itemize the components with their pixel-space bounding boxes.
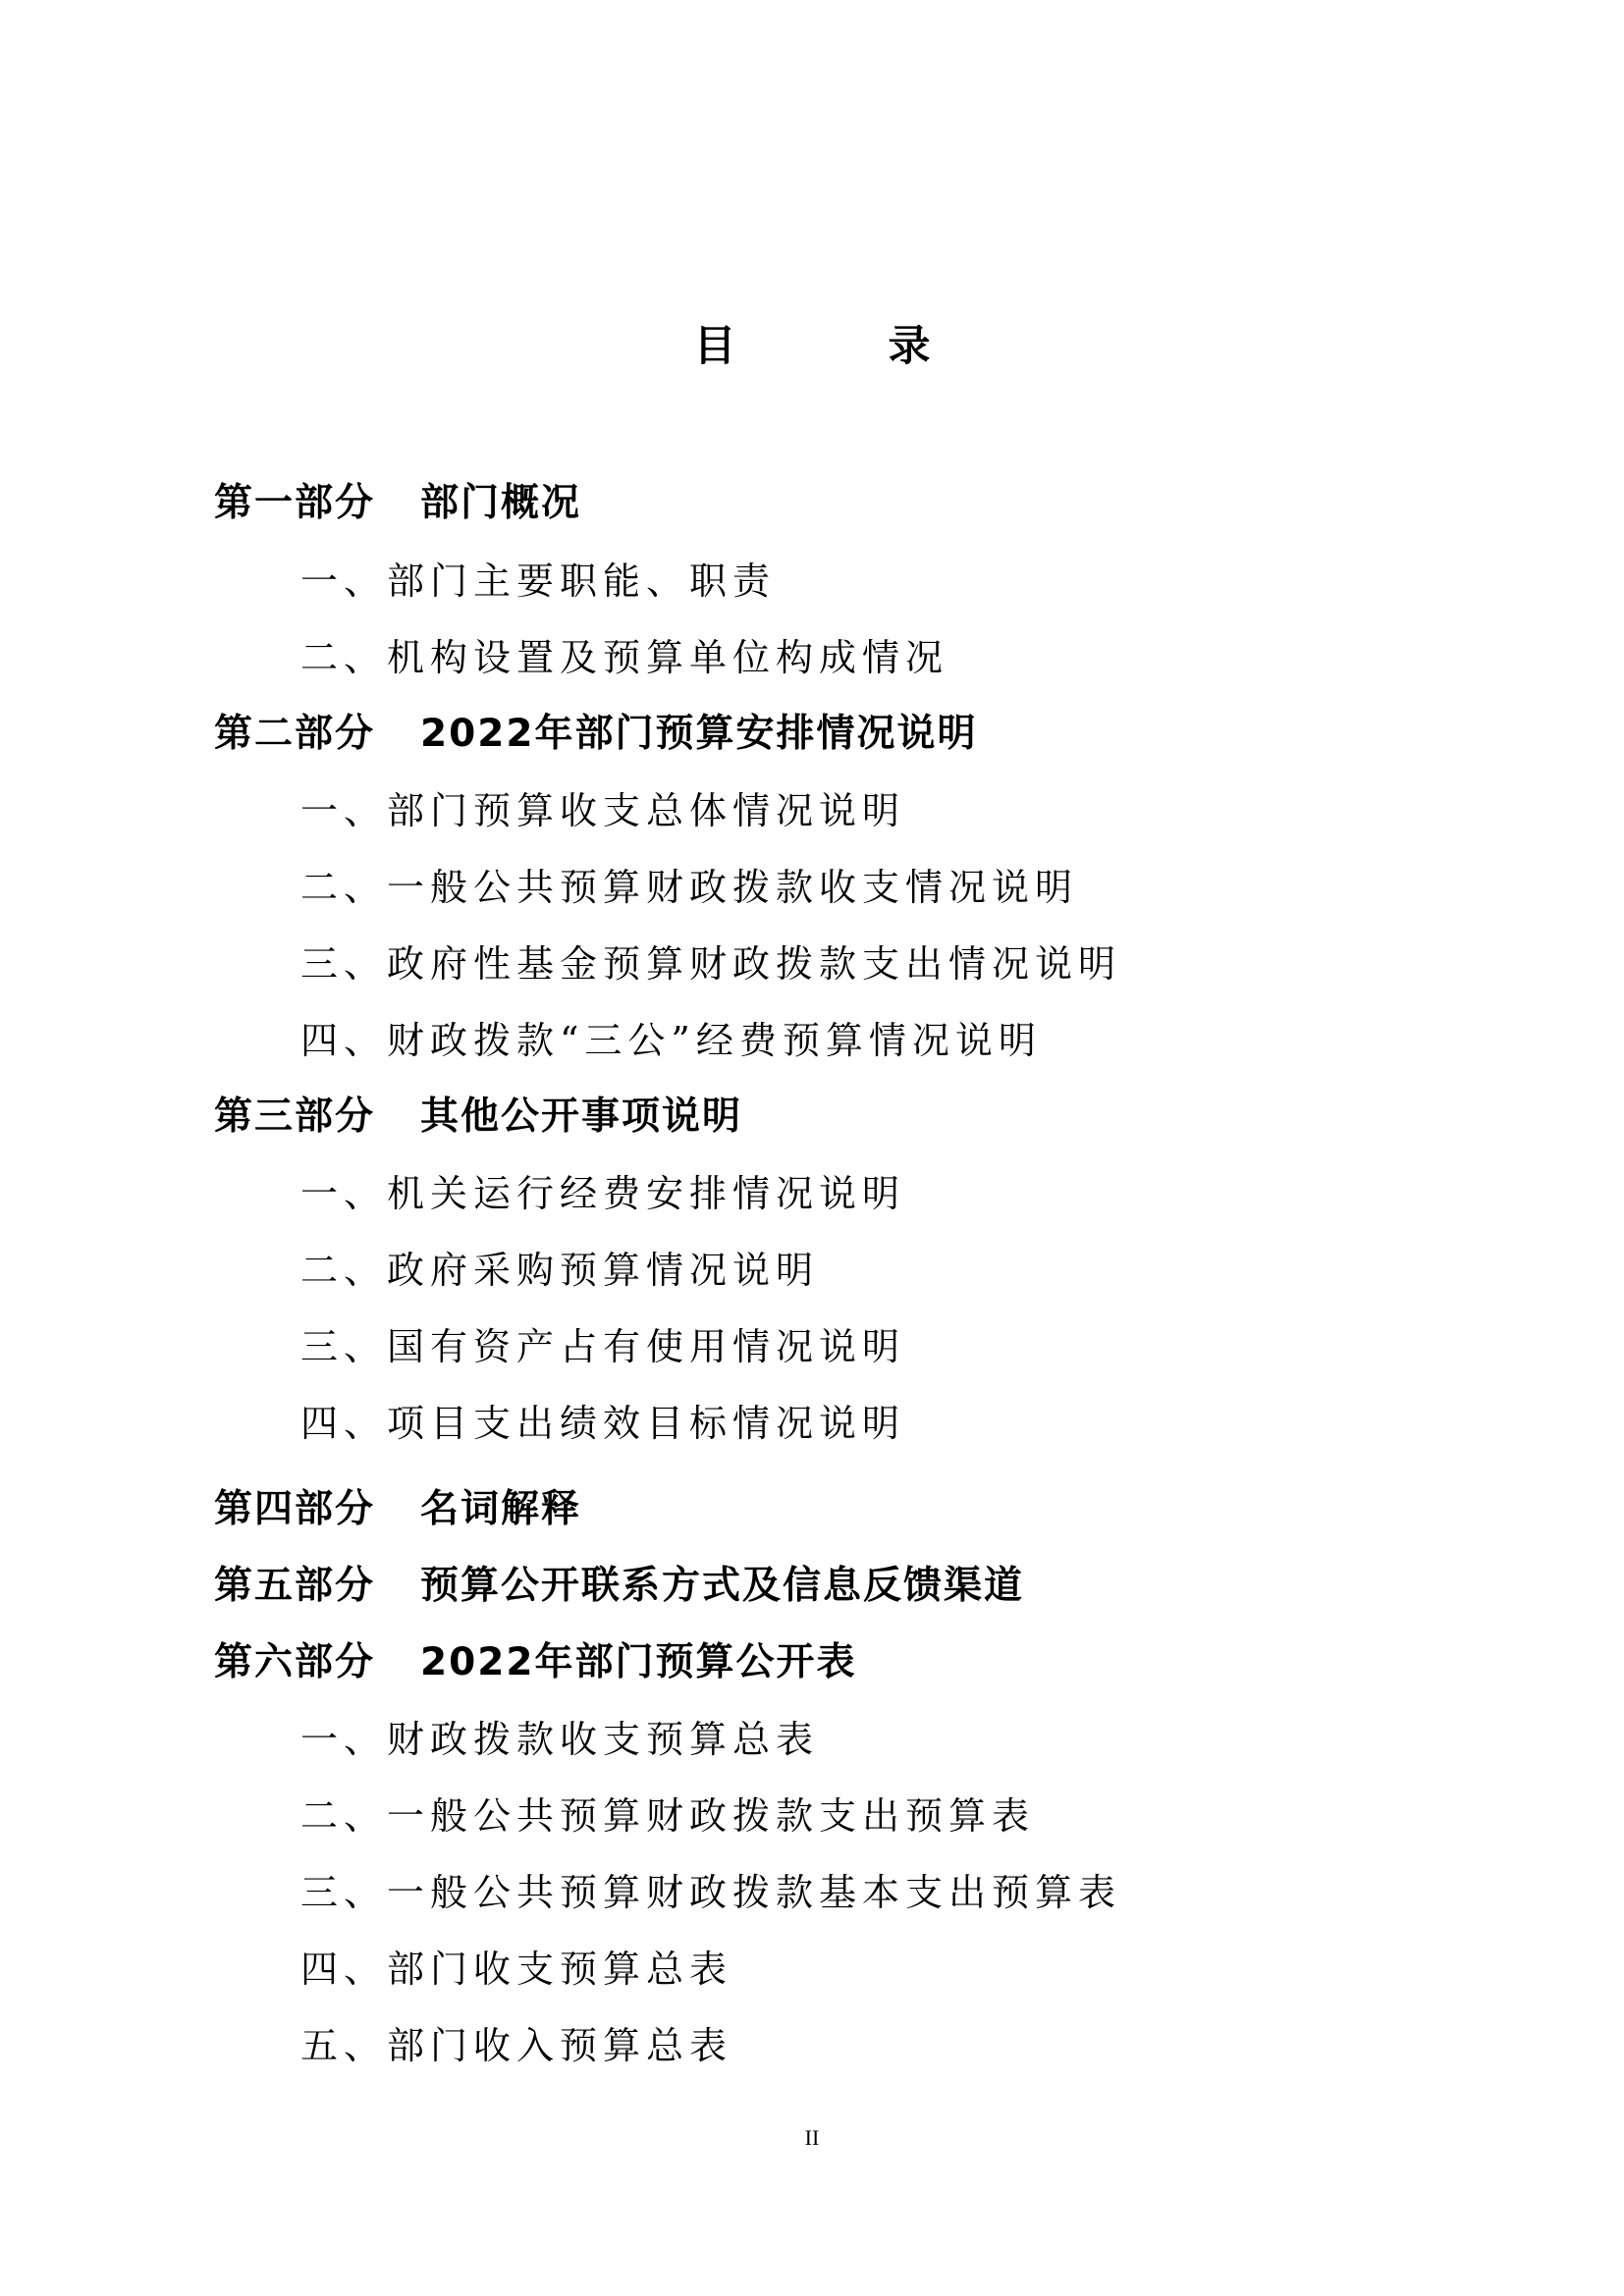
page-number: II <box>804 2125 820 2150</box>
toc-part-title: 其他公开事项说明 <box>420 1095 743 1139</box>
toc-part-number: 第四部分 <box>214 1487 376 1531</box>
toc-item[interactable]: 二、一般公共预算财政拨款收支情况说明 <box>300 866 1079 909</box>
toc-item[interactable]: 三、一般公共预算财政拨款基本支出预算表 <box>300 1871 1122 1914</box>
toc-item[interactable]: 二、政府采购预算情况说明 <box>300 1249 820 1292</box>
toc-part-3[interactable] <box>214 1083 742 1151</box>
toc-part-title: 2022年部门预算公开表 <box>420 1640 857 1684</box>
page-title: 目 录 <box>693 322 986 371</box>
toc-part-2[interactable] <box>214 700 978 769</box>
toc-item[interactable]: 三、国有资产占有使用情况说明 <box>300 1325 906 1368</box>
toc-part-number: 第五部分 <box>214 1564 376 1608</box>
toc-part-title: 预算公开联系方式及信息反馈渠道 <box>420 1564 1025 1608</box>
toc-part-1[interactable] <box>214 469 581 538</box>
toc-item[interactable]: 四、部门收支预算总表 <box>300 1948 733 1991</box>
toc-item[interactable]: 一、财政拨款收支预算总表 <box>300 1718 820 1761</box>
toc-item[interactable]: 三、政府性基金预算财政拨款支出情况说明 <box>300 942 1122 986</box>
toc-part-number: 第六部分 <box>214 1640 376 1684</box>
toc-part-title: 2022年部门预算安排情况说明 <box>420 712 978 756</box>
toc-item[interactable]: 四、项目支出绩效目标情况说明 <box>300 1402 906 1445</box>
toc-item[interactable]: 一、部门预算收支总体情况说明 <box>300 789 906 832</box>
toc-item[interactable]: 四、财政拨款“三公”经费预算情况说明 <box>300 1019 1042 1062</box>
toc-part-number: 第一部分 <box>214 481 376 525</box>
toc-part-title: 名词解释 <box>420 1487 582 1531</box>
toc-part-5[interactable] <box>214 1552 1024 1621</box>
toc-part-6[interactable] <box>214 1629 857 1697</box>
toc-part-number: 第二部分 <box>214 712 376 756</box>
toc-item[interactable]: 五、部门收入预算总表 <box>300 2024 733 2067</box>
toc-item[interactable]: 一、部门主要职能、职责 <box>300 560 777 603</box>
toc-part-number: 第三部分 <box>214 1095 376 1139</box>
toc-part-4[interactable] <box>214 1475 581 1544</box>
toc-item[interactable]: 二、一般公共预算财政拨款支出预算表 <box>300 1794 1036 1838</box>
toc-part-title: 部门概况 <box>420 481 582 525</box>
toc-item[interactable]: 一、机关运行经费安排情况说明 <box>300 1172 906 1215</box>
toc-item[interactable]: 二、机构设置及预算单位构成情况 <box>300 636 949 679</box>
